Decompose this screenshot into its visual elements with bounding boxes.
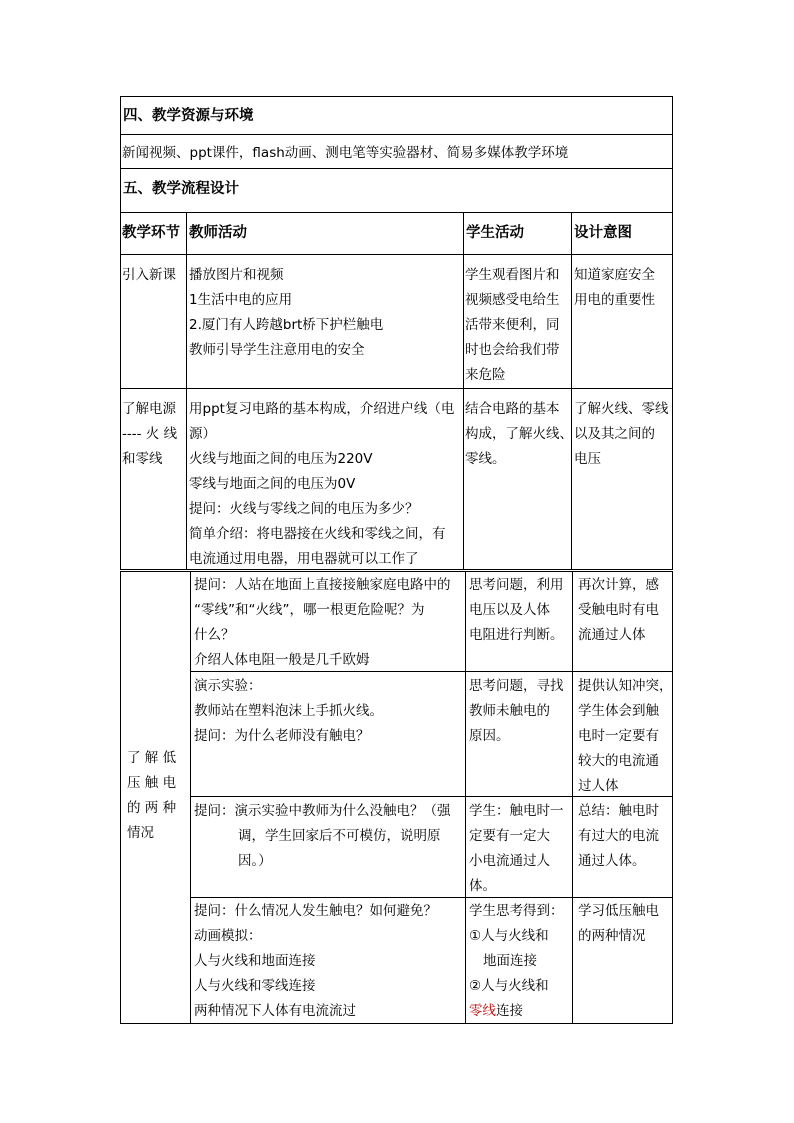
sub3-student: 小电流通过人 [469,853,550,869]
divider [463,212,464,570]
sub1-intent: 受触电时有电 [578,602,659,618]
header-intent: 设计意图 [574,225,632,241]
row2-teacher: 简单介绍：将电器接在火线和零线之间，有 [189,526,446,542]
row3-stage: 压 触 电 [127,775,177,791]
row1-teacher: 1生活中电的应用 [189,292,293,308]
row2-stage: ---- 火 线 [122,426,178,442]
sub1-teacher: 介绍人体电阻一般是几千欧姆 [194,652,370,668]
sub2-teacher: 提问：为什么老师没有触电？ [194,728,370,744]
row2-intent: 电压 [574,451,601,467]
sub2-student: 原因。 [469,728,510,744]
sub3-intent: 通过人体。 [578,853,646,869]
row3-stage: 情况 [127,825,154,841]
row2-teacher: 源） [189,426,216,442]
row1-teacher: 教师引导学生注意用电的安全 [189,342,365,358]
divider [186,212,187,570]
sub2-teacher: 演示实验： [194,678,262,694]
sub1-teacher: 什么？ [194,627,235,643]
row2-student: 零线。 [465,451,506,467]
sub4-student: 地面连接 [483,953,537,969]
row2-intent: 了解火线、零线 [574,401,669,417]
sub1-student: 思考问题，利用 [469,577,564,593]
sub1-intent: 流通过人体 [578,627,646,643]
sub2-intent: 电时一定要有 [578,728,659,744]
divider [120,388,673,389]
sub3-student: 定要有一定大 [469,828,550,844]
row2-teacher: 零线与地面之间的电压为0V [189,476,356,492]
sub4-intent: 的两种情况 [578,928,646,944]
header-student: 学生活动 [466,225,524,241]
sub4-student-highlight: 零线 [469,1003,496,1019]
divider [120,254,673,255]
divider [572,571,573,1024]
sub2-student: 思考问题，寻找 [469,678,564,694]
sub3-teacher: 因。） [238,853,272,869]
row2-stage: 和零线 [122,451,163,467]
row1-student: 时也会给我们带 [465,342,560,358]
sub3-intent: 有过大的电流 [578,828,659,844]
sub1-teacher: “零线”和“火线”，哪一根更危险呢？为 [194,602,425,618]
row1-student: 学生观看图片和 [465,267,560,283]
divider [190,897,673,898]
row3-stage: 了 解 低 [127,750,177,766]
divider [120,168,673,169]
row2-teacher: 提问：火线与零线之间的电压为多少？ [189,501,419,517]
row1-student: 活带来便利，同 [465,317,560,333]
sub4-intent: 学习低压触电 [578,903,659,919]
divider [120,134,673,135]
row1-intent: 知道家庭安全 [574,267,655,283]
sub3-teacher: 提问：演示实验中教师为什么没触电？（强 [194,803,451,819]
row2-teacher: 电流通过用电器，用电器就可以工作了 [189,551,419,567]
sub4-student: ②人与火线和 [469,978,549,994]
sub4-student: ①人与火线和 [469,928,549,944]
row1-teacher: 2.厦门有人跨越brt桥下护栏触电 [189,317,384,333]
sub2-student: 教师未触电的 [469,703,550,719]
sub1-student: 电压以及人体 [469,602,550,618]
row2-student: 结合电路的基本 [465,401,560,417]
sub4-teacher: 人与火线和地面连接 [194,953,316,969]
sub3-teacher: 调，学生回家后不可模仿，说明原 [238,828,441,844]
row2-student: 构成，了解火线、 [465,426,573,442]
sub2-intent: 过人体 [578,778,619,794]
row1-student: 来危险 [465,367,506,383]
row2-teacher: 火线与地面之间的电压为220V [189,451,373,467]
sub2-intent: 较大的电流通 [578,753,659,769]
row1-stage: 引入新课 [122,267,176,283]
row1-intent: 用电的重要性 [574,292,655,308]
sub4-student-rest: 连接 [496,1003,523,1019]
section-heading: 五、教学流程设计 [123,181,239,197]
divider [465,571,466,1024]
header-stage: 教学环节 [122,225,180,241]
sub2-intent: 学生体会到触 [578,703,659,719]
sub4-teacher: 动画模拟： [194,928,262,944]
sub2-teacher: 教师站在塑料泡沫上手抓火线。 [194,703,383,719]
sub1-student: 电阻进行判断。 [469,627,564,643]
sub3-intent: 总结：触电时 [578,803,659,819]
section-heading: 四、教学资源与环境 [123,108,254,124]
sub1-intent: 再次计算，感 [578,577,659,593]
sub1-teacher: 提问：人站在地面上直接接触家庭电路中的 [194,577,451,593]
sub3-student: 体。 [469,878,496,894]
row1-student: 视频感受电给生 [465,292,560,308]
sub4-teacher: 人与火线和零线连接 [194,978,316,994]
sub4-teacher: 提问：什么情况人发生触电？如何避免？ [194,903,437,919]
header-teacher: 教师活动 [189,225,247,241]
row2-teacher: 用ppt复习电路的基本构成，介绍进户线（电 [189,401,455,417]
row2-intent: 以及其之间的 [574,426,655,442]
sub4-teacher: 两种情况下人体有电流流过 [194,1003,356,1019]
sub2-intent: 提供认知冲突， [578,678,673,694]
row2-stage: 了解电源 [122,401,176,417]
resources-text: 新闻视频、ppt课件，flash动画、测电笔等实验器材、简易多媒体教学环境 [122,145,569,161]
row3-stage: 的 两 种 [127,800,177,816]
sub4-student: 学生思考得到： [469,903,564,919]
sub4-student [469,999,523,1024]
divider [190,571,191,1024]
divider [571,212,572,570]
row1-teacher: 播放图片和视频 [189,267,284,283]
sub3-student: 学生：触电时一 [469,803,564,819]
divider [120,212,673,213]
